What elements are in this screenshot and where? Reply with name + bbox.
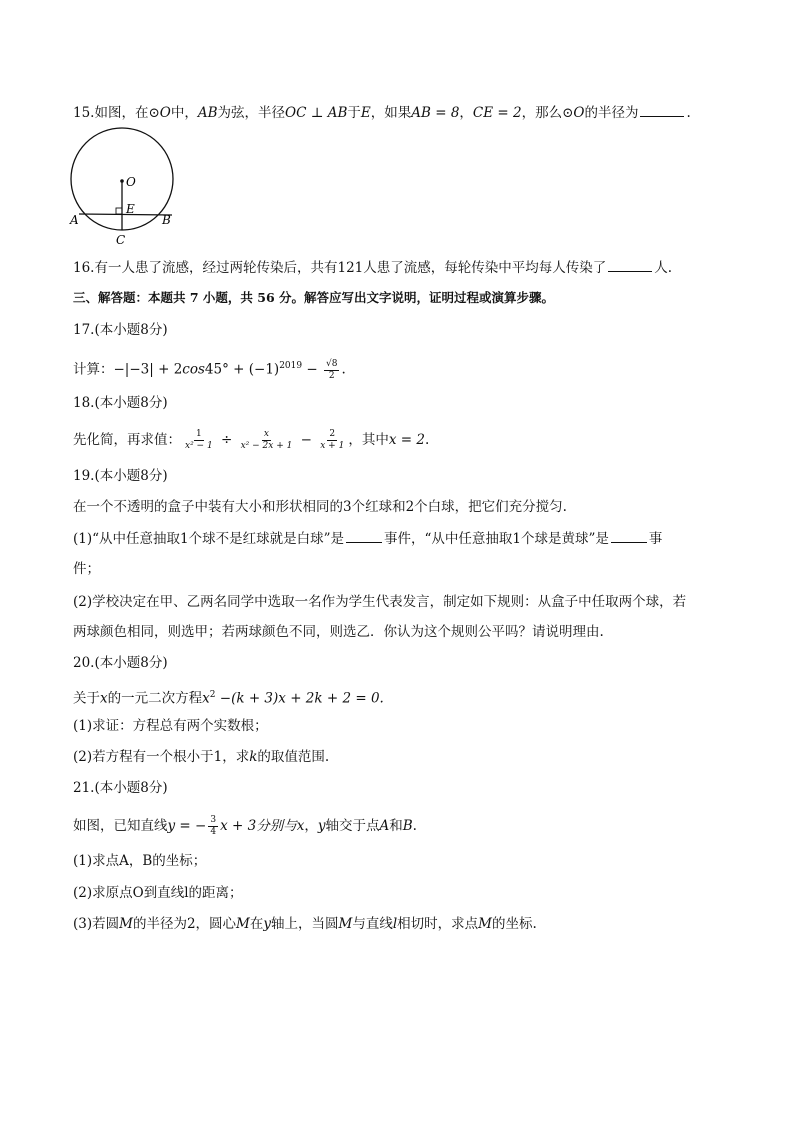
q18-text: 先化简，再求值： $\frac{1}{\text{x² − 1}}$ ÷ $\frac{x}{\text{x² − 2x + 1}}$ − $\frac{2}{x + 1}$ ，其中x = 2. bbox=[73, 429, 430, 451]
label-o: O bbox=[126, 175, 136, 189]
answer-blank bbox=[611, 530, 647, 543]
q15-text: 15.如图，在⊙O中，AB为弦，半径OC ⊥ AB于E，如果AB = 8，CE = 2，那么⊙O的半径为 . bbox=[73, 105, 691, 121]
answer-blank bbox=[608, 259, 652, 272]
q21-part1: (1)求点A，B的坐标； bbox=[73, 853, 207, 869]
q19-part2-cont: 两球颜色相同，则选甲；若两球颜色不同，则选乙．你认为这个规则公平吗？请说明理由. bbox=[73, 624, 604, 640]
q20-part1: (1)求证：方程总有两个实数根； bbox=[73, 718, 268, 734]
q19-part1-cont: 件； bbox=[73, 561, 100, 577]
q16-text: 16.有一人患了流感，经过两轮传染后，共有121人患了流感，每轮传染中平均每人传染了 人. bbox=[73, 260, 673, 276]
circle-figure bbox=[66, 126, 184, 250]
q20-part2: (2)若方程有一个根小于1，求k的取值范围. bbox=[73, 749, 330, 765]
q17-text: 计算：$-|-3| + 2\cos 45^\circ + (-1)^{2019}$ − $\frac{√8}{2}$ . bbox=[73, 358, 346, 381]
q20-text: 关于x的一元二次方程$x^2 -(k + 3)x + 2k + 2 = 0$. bbox=[73, 690, 384, 707]
center-point bbox=[120, 179, 124, 183]
q21-text: 如图，已知直线y = − $\frac{3}{4}$ x + 3分别与x，y轴交于点A和B. bbox=[73, 815, 417, 837]
q19-part2: (2)学校决定在甲、乙两名同学中选取一名作为学生代表发言，制定如下规则：从盒子中任取两个球，若 bbox=[73, 594, 687, 610]
answer-blank bbox=[346, 530, 382, 543]
q19-intro: 在一个不透明的盒子中装有大小和形状相同的3个红球和2个白球，把它们充分搅匀. bbox=[73, 499, 567, 515]
q15-number: 15. bbox=[73, 105, 95, 121]
q20-header: 20.(本小题8分) bbox=[73, 655, 168, 671]
right-angle-mark bbox=[116, 208, 122, 214]
label-a: A bbox=[70, 213, 79, 227]
q19-part1: (1)“从中任意抽取1个球不是红球就是白球”是 事件，“从中任意抽取1个球是黄球”是 事 bbox=[73, 531, 663, 547]
q18-header: 18.(本小题8分) bbox=[73, 395, 168, 411]
q17-header: 17.(本小题8分) bbox=[73, 322, 168, 338]
label-b: B bbox=[162, 213, 171, 227]
label-e: E bbox=[126, 202, 135, 216]
label-c: C bbox=[116, 233, 126, 247]
section-header: 三、解答题：本题共 7 小题，共 56 分。解答应写出文字说明，证明过程或演算步骤。 bbox=[73, 290, 555, 305]
fraction: $\frac{√8}{2}$ bbox=[326, 358, 338, 381]
q21-part3: (3)若圆M的半径为2，圆心M在y轴上，当圆M与直线l相切时，求点M的坐标. bbox=[73, 916, 537, 932]
q19-header: 19.(本小题8分) bbox=[73, 468, 168, 484]
q21-part2: (2)求原点O到直线l的距离； bbox=[73, 885, 243, 901]
q21-header: 21.(本小题8分) bbox=[73, 780, 168, 796]
answer-blank bbox=[640, 104, 684, 117]
